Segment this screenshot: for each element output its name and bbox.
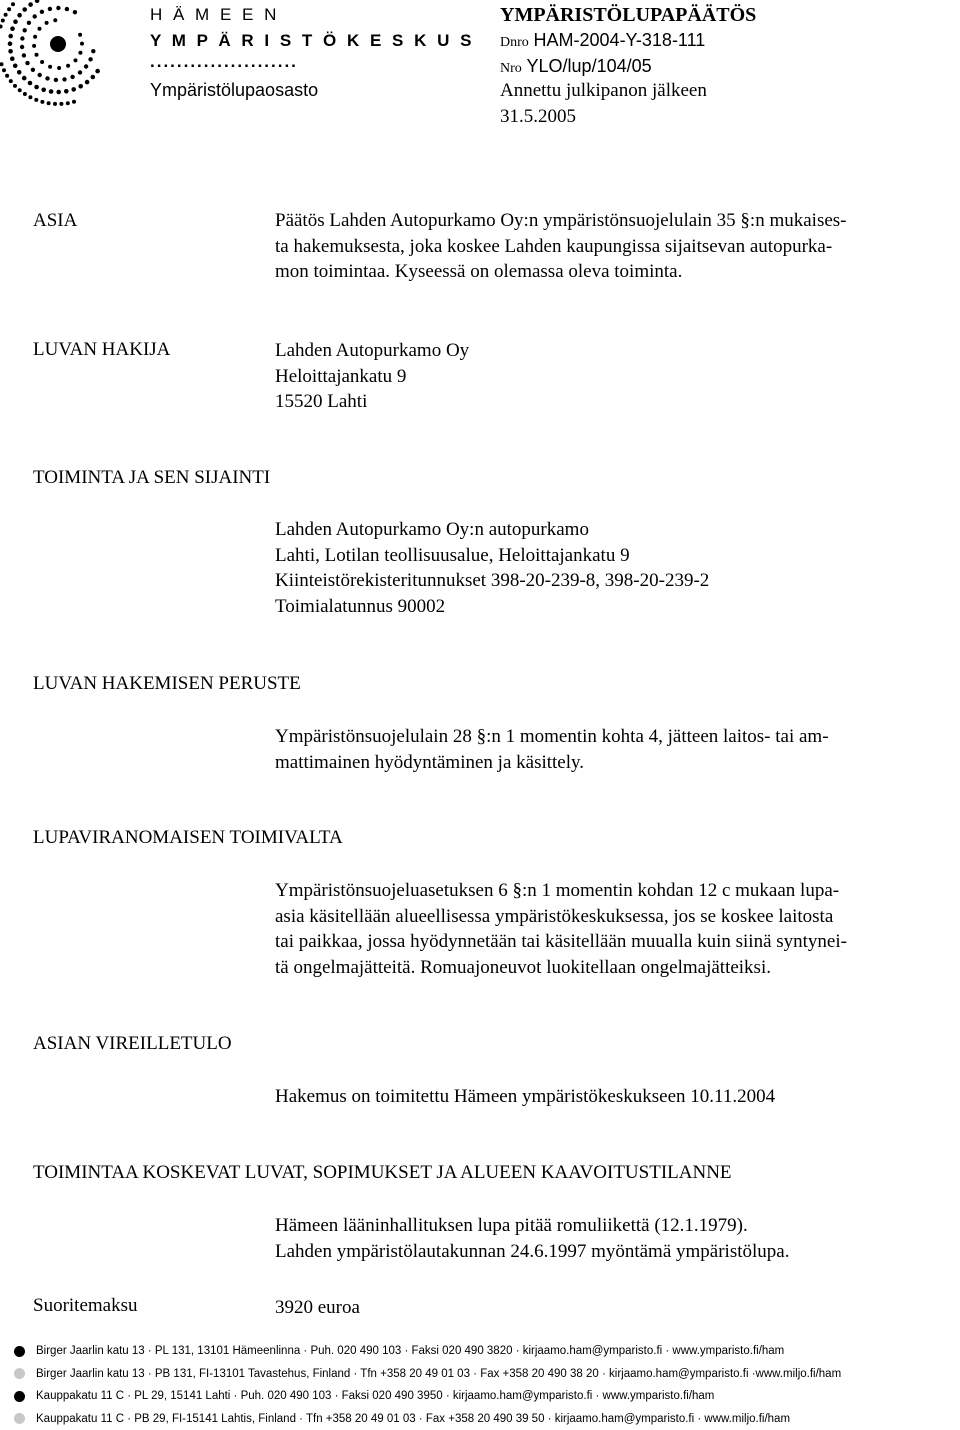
logo-ring-dot bbox=[40, 10, 44, 14]
logo-ring-dot bbox=[47, 101, 51, 105]
logo-ring-dot bbox=[88, 57, 92, 61]
logo-ring-dot bbox=[33, 14, 37, 18]
nro-label: Nro bbox=[500, 61, 522, 76]
logo-ring-dot bbox=[56, 6, 60, 10]
org-name-line1: H Ä M E E N bbox=[150, 5, 279, 25]
logo-ring-dot bbox=[33, 35, 37, 39]
text-line: mattimainen hyödyntäminen ja käsittely. bbox=[275, 750, 935, 776]
logo-ring-dot bbox=[13, 19, 18, 24]
logo-ring-dot bbox=[38, 27, 42, 31]
dnro-line bbox=[500, 30, 705, 52]
section-body-activity bbox=[275, 517, 935, 619]
logo-ring-dot bbox=[91, 49, 95, 53]
dnro-value: HAM-2004-Y-318-111 bbox=[534, 30, 706, 50]
section-heading-asia: ASIA bbox=[33, 210, 77, 232]
section-heading-basis: LUVAN HAKEMISEN PERUSTE bbox=[33, 673, 301, 695]
logo-ring-dot bbox=[10, 56, 15, 61]
text-line: Ympäristönsuojeluasetuksen 6 §:n 1 momentin kohdan 12 c mukaan lupa- bbox=[275, 878, 935, 904]
logo-ring-dot bbox=[78, 70, 82, 74]
section-body-applicant bbox=[275, 338, 935, 415]
section-heading-activity: TOIMINTA JA SEN SIJAINTI bbox=[33, 467, 270, 489]
logo-ring-dot bbox=[35, 53, 39, 57]
logo-ring-dot bbox=[8, 34, 13, 39]
logo-ring-dot bbox=[71, 87, 76, 92]
logo-ring-dot bbox=[22, 53, 26, 57]
logo-ring-dot bbox=[28, 81, 33, 86]
logo-ring-dot bbox=[78, 51, 82, 55]
logo-ring-dot bbox=[0, 25, 3, 29]
logo-ring-dot bbox=[72, 100, 76, 104]
logo-ring-dot bbox=[0, 62, 4, 66]
section-body-basis bbox=[275, 724, 935, 775]
logo-ring-dot bbox=[4, 13, 8, 17]
logo-ring-dot bbox=[62, 77, 66, 81]
text-line: Ympäristönsuojelulain 28 §:n 1 momentin kohta 4, jätteen laitos- tai am- bbox=[275, 724, 935, 750]
logo-ring-dot bbox=[27, 21, 31, 25]
footer-row bbox=[14, 1408, 954, 1430]
logo-ring-dot bbox=[45, 21, 49, 25]
doc-title: YMPÄRISTÖLUPAPÄÄTÖS bbox=[500, 4, 756, 27]
logo-ring-dot bbox=[31, 68, 35, 72]
logo-ring-dot bbox=[34, 98, 38, 102]
footer-row bbox=[14, 1340, 954, 1363]
logo-ring-dot bbox=[1, 19, 5, 23]
logo-ring-dot bbox=[59, 102, 63, 106]
logo-ring-dot bbox=[78, 33, 82, 37]
logo-ring-dot bbox=[84, 64, 88, 68]
footer-contact-text: Kauppakatu 11 C · PB 29, FI-15141 Lahtis, Finland · Tfn +358 20 49 01 03 · Fax +358 20 490 39 50 · kirjaamo.ham@ymparisto.fi · www.miljo.fi/ham bbox=[36, 1408, 790, 1430]
text-line: ta hakemuksesta, joka koskee Lahden kaupungissa sijaitsevan autopurka- bbox=[275, 234, 935, 260]
footer-contact-text: Birger Jaarlin katu 13 · PB 131, FI-13101 Tavastehus, Finland · Tfn +358 20 49 01 03 · Fax +358 20 490 38 20 · kirjaamo.ham@ymparisto.fi ·www.miljo.fi/ham bbox=[36, 1363, 841, 1386]
text-line: asia käsitellään alueellisessa ympäristökeskuksessa, jos se koskee laitosta bbox=[275, 904, 935, 930]
logo-ring-dot bbox=[13, 84, 17, 88]
text-line: Toimialatunnus 90002 bbox=[275, 594, 935, 620]
footer-row bbox=[14, 1363, 954, 1386]
text-line: tä ongelmajätteitä. Romuajoneuvot luokitellaan ongelmajätteiksi. bbox=[275, 955, 935, 981]
logo-ring-dot bbox=[65, 7, 69, 11]
logo-center-dot bbox=[50, 36, 66, 52]
bullet-dot-icon bbox=[14, 1368, 25, 1379]
organization-logo bbox=[0, 0, 130, 110]
logo-ring-dot bbox=[32, 44, 36, 48]
text-line: Hämeen lääninhallituksen lupa pitää romuliikettä (12.1.1979). bbox=[275, 1213, 935, 1239]
logo-ring-dot bbox=[25, 61, 29, 65]
logo-ring-dot bbox=[73, 10, 77, 14]
logo-ring-dot bbox=[9, 79, 13, 83]
logo-ring-dot bbox=[38, 73, 42, 77]
section-body-asia bbox=[275, 208, 935, 285]
footer-contact-text: Birger Jaarlin katu 13 · PL 131, 13101 Hämeenlinna · Puh. 020 490 103 · Faksi 020 490 3820 · kirjaamo.ham@ymparisto.fi · www.ymparisto.fi/ham bbox=[36, 1340, 784, 1363]
section-body-permits bbox=[275, 1213, 935, 1264]
logo-ring-dot bbox=[74, 58, 78, 62]
logo-ring-dot bbox=[35, 0, 40, 3]
section-body-fee bbox=[275, 1295, 935, 1321]
footer-row bbox=[14, 1385, 954, 1408]
dnro-label: Dnro bbox=[500, 35, 529, 50]
logo-ring-dot bbox=[22, 7, 27, 12]
logo-ring-dot bbox=[28, 2, 33, 7]
logo-ring-dot bbox=[5, 74, 9, 78]
logo-ring-dot bbox=[40, 60, 44, 64]
logo-ring-dot bbox=[17, 70, 22, 75]
nro-value: YLO/lup/104/05 bbox=[527, 56, 652, 76]
logo-ring-dot bbox=[66, 64, 70, 68]
logo-ring-dot bbox=[18, 88, 22, 92]
logo-ring-dot bbox=[49, 89, 54, 94]
logo-ring-dot bbox=[10, 26, 15, 31]
org-dots-divider: ...................... bbox=[150, 52, 298, 72]
logo-ring-dot bbox=[85, 80, 90, 85]
section-body-authority bbox=[275, 878, 935, 980]
logo-ring-dot bbox=[56, 90, 61, 95]
decision-date: 31.5.2005 bbox=[500, 106, 576, 128]
org-unit: Ympäristölupaosasto bbox=[150, 80, 318, 101]
section-heading-applicant: LUVAN HAKIJA bbox=[33, 339, 170, 361]
section-heading-fee: Suoritemaksu bbox=[33, 1295, 138, 1317]
section-body-filing bbox=[275, 1084, 935, 1110]
footer-contact-text: Kauppakatu 11 C · PL 29, 15141 Lahti · Puh. 020 490 103 · Faksi 020 490 3950 · kirjaamo.ham@ymparisto.fi · www.ymparisto.fi/ham bbox=[36, 1385, 714, 1408]
logo-ring-dot bbox=[23, 28, 27, 32]
section-heading-permits: TOIMINTAA KOSKEVAT LUVAT, SOPIMUKSET JA ALUEEN KAAVOITUSTILANNE bbox=[33, 1162, 732, 1184]
logo-ring-dot bbox=[17, 13, 22, 18]
logo-ring-dot bbox=[34, 85, 39, 90]
org-name-line2: Y M P Ä R I S T Ö K E S K U S bbox=[150, 31, 474, 51]
logo-ring-dot bbox=[28, 95, 32, 99]
fee-amount: 3920 euroa bbox=[275, 1295, 935, 1321]
logo-ring-dot bbox=[7, 7, 11, 11]
logo-ring-dot bbox=[41, 88, 46, 93]
logo-ring-dot bbox=[45, 76, 49, 80]
text-line: Lahden Autopurkamo Oy bbox=[275, 338, 935, 364]
logo-ring-dot bbox=[95, 69, 100, 74]
logo-ring-dot bbox=[8, 49, 13, 54]
text-line: Päätös Lahden Autopurkamo Oy:n ympäristönsuojelulain 35 §:n mukaises- bbox=[275, 208, 935, 234]
logo-ring-dot bbox=[70, 75, 74, 79]
logo-ring-dot bbox=[11, 2, 15, 6]
text-line: Hakemus on toimitettu Hämeen ympäristökeskukseen 10.11.2004 bbox=[275, 1084, 935, 1110]
logo-ring-dot bbox=[13, 64, 18, 69]
logo-ring-dot bbox=[40, 100, 44, 104]
logo-ring-dot bbox=[53, 18, 57, 22]
nro-line bbox=[500, 56, 652, 78]
logo-ring-dot bbox=[22, 76, 27, 81]
bullet-dot-icon bbox=[14, 1346, 25, 1357]
section-heading-filing: ASIAN VIREILLETULO bbox=[33, 1033, 232, 1055]
logo-ring-dot bbox=[54, 78, 58, 82]
logo-ring-dot bbox=[20, 36, 24, 40]
footer-contact-list bbox=[14, 1340, 954, 1430]
text-line: tai paikkaa, jossa hyödynnetään tai käsitellään muualla kuin siinä syntynei- bbox=[275, 929, 935, 955]
logo-ring-dot bbox=[64, 89, 69, 94]
text-line: mon toimintaa. Kyseessä on olemassa oleva toiminta. bbox=[275, 259, 935, 285]
text-line: Lahden ympäristölautakunnan 24.6.1997 myöntämä ympäristölupa. bbox=[275, 1239, 935, 1265]
logo-ring-dot bbox=[66, 101, 70, 105]
logo-ring-dot bbox=[78, 84, 83, 89]
logo-ring-dot bbox=[57, 66, 61, 70]
logo-ring-dot bbox=[23, 92, 27, 96]
logo-ring-dot bbox=[2, 68, 6, 72]
text-line: Lahden Autopurkamo Oy:n autopurkamo bbox=[275, 517, 935, 543]
logo-ring-dot bbox=[48, 65, 52, 69]
logo-ring-dot bbox=[20, 45, 24, 49]
logo-ring-dot bbox=[8, 41, 13, 46]
logo-ring-dot bbox=[80, 42, 84, 46]
issued-text: Annettu julkipanon jälkeen bbox=[500, 80, 707, 102]
text-line: Kiinteistörekisteritunnukset 398-20-239-8, 398-20-239-2 bbox=[275, 568, 935, 594]
logo-dot-rings bbox=[0, 0, 100, 106]
bullet-dot-icon bbox=[14, 1413, 25, 1424]
bullet-dot-icon bbox=[14, 1391, 25, 1402]
text-line: Heloittajankatu 9 bbox=[275, 364, 935, 390]
logo-ring-dot bbox=[48, 7, 52, 11]
text-line: 15520 Lahti bbox=[275, 389, 935, 415]
logo-ring-dot bbox=[91, 75, 96, 80]
text-line: Lahti, Lotilan teollisuusalue, Heloittajankatu 9 bbox=[275, 543, 935, 569]
section-heading-authority: LUPAVIRANOMAISEN TOIMIVALTA bbox=[33, 827, 343, 849]
logo-ring-dot bbox=[53, 102, 57, 106]
